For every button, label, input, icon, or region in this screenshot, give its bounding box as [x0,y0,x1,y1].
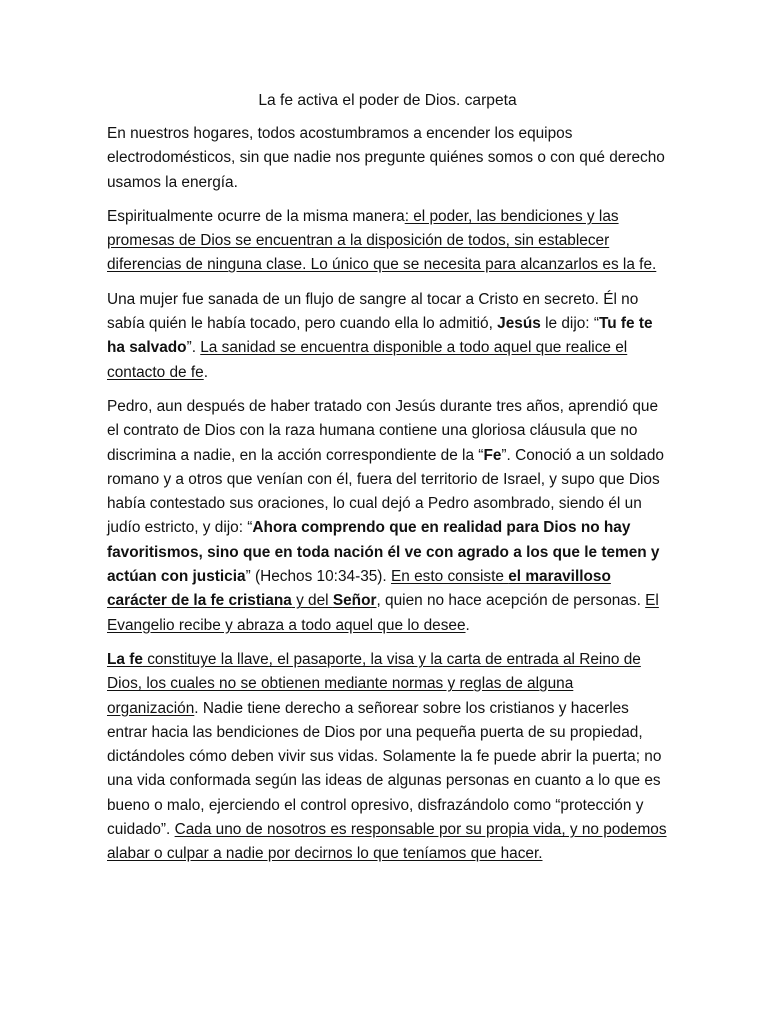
underlined-text-run: El Evangelio recibe y abraza a todo aquel que lo desee [107,592,659,634]
text-run: ” (Hechos 10:34-35). [245,568,391,586]
bold-underlined-text-run: Señor [332,592,377,610]
underlined-text-run: La sanidad se encuentra disponible a todo aquel que realice el contacto de fe [107,339,628,381]
text-run: . [465,616,470,634]
text-run: Espiritualmente ocurre de la misma manera [107,207,405,225]
paragraph [107,648,668,867]
paragraph [107,205,668,278]
underlined-text-run: constituye la llave, el pasaporte, la visa y la carta de entrada al Reino de Dios, los cuales no se obtienen mediante normas y reglas de alguna organización [107,650,641,717]
text-run: , quien no hace acepción de personas. [376,592,646,610]
document-body [107,122,668,867]
text-run: Pedro, aun después de haber tratado con Jesús durante tres años, aprendió que el contrato de Dios con la raza humana contiene una gloriosa cláusula que no discrimina a nadie, en la acción correspondiente de la “ [107,397,659,464]
underlined-text-run: En esto consiste [391,568,509,586]
text-run: Una mujer fue sanada de un flujo de sangre al tocar a Cristo en secreto. Él no sabía quién le había tocado, pero cuando ella lo admitió, [107,290,639,333]
document-title: La fe activa el poder de Dios. carpeta [258,92,517,109]
paragraph [107,395,668,638]
underlined-text-run: Cada uno de nosotros es responsable por su propia vida, y no podemos alabar o culpar a nadie por decirnos lo que teníamos que hacer. [107,821,667,863]
paragraph [107,122,668,195]
paragraph [107,288,668,385]
bold-underlined-text-run: La fe [107,650,143,668]
text-run: ”. Conoció a un soldado romano y a otros que venían con él, fuera del territorio de Israel, y supo que Dios había contestado sus oraciones, lo cual dejó a Pedro asombrado, siendo él un judío estricto, y dijo: “ [107,446,664,537]
bold-underlined-text-run: el maravilloso carácter de la fe cristiana [107,568,611,610]
text-run: . Nadie tiene derecho a señorear sobre los cristianos y hacerles entrar hacia las bendiciones de Dios por una pequeña puerta de su propiedad, dictándoles cómo deben vivir sus vidas. Solamente la fe puede abrir la puerta; no una vida conformada según las ideas de algunas personas en cuanto a lo que es bueno o malo, ejerciendo el control opresivo, disfrazándolo como “protección y cuidado”. [107,699,662,839]
text-run: . [203,363,208,381]
text-run: En nuestros hogares, todos acostumbramos a encender los equipos electrodomésticos, sin que nadie nos pregunte quiénes somos o con qué derecho usamos la energía. [107,125,665,191]
bold-text-run: Tu fe te ha salvado [107,315,653,357]
bold-text-run: Fe [483,446,502,464]
bold-text-run: Jesús [497,315,541,333]
text-run: le dijo: “ [540,315,599,333]
underlined-text-run: : el poder, las bendiciones y las promesas de Dios se encuentran a la disposición de todos, sin establecer diferencias de ninguna clase. Lo único que se necesita para alcanzarlos es la fe. [107,207,657,274]
text-run: ”. [186,339,201,357]
bold-text-run: Ahora comprendo que en realidad para Dios no hay favoritismos, sino que en toda nación él ve con agrado a los que le temen y actúan con justicia [107,519,660,586]
underlined-text-run: y del [291,592,333,610]
